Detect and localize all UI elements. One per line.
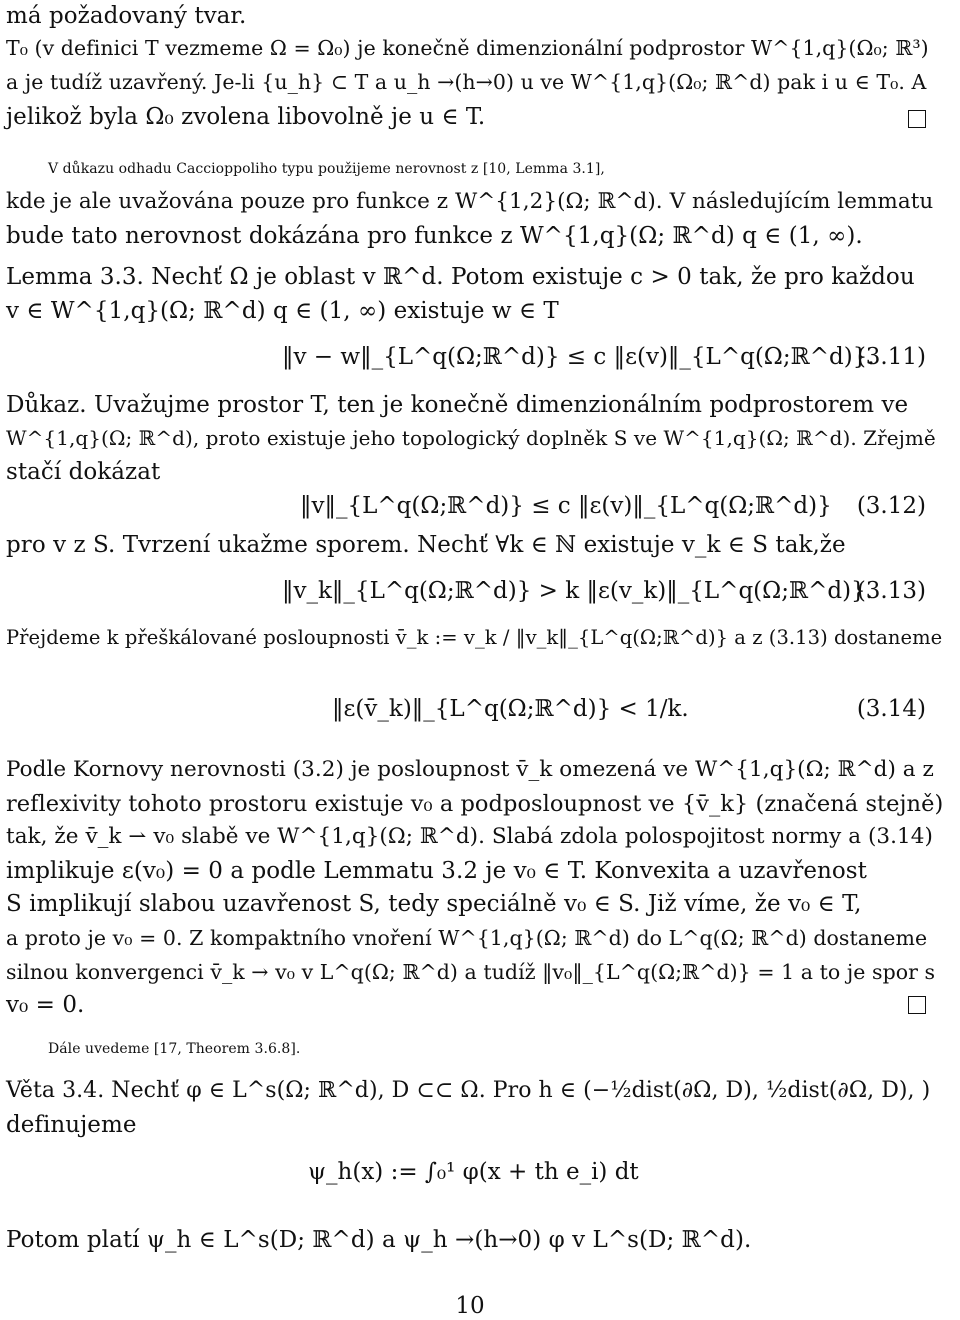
text-line-6: kde je ale uvažována pouze pro funkce z W^{1,2}(Ω; ℝ^d). V následujícím lemmatu xyxy=(6,189,934,214)
lemma-statement-line-2: v ∈ W^{1,q}(Ω; ℝ^d) q ∈ (1, ∞) existuje w ∈ T xyxy=(6,298,559,324)
proof-line-1: Důkaz. Uvažujme prostor T, ten je konečně dimenzionálním podprostorem ve xyxy=(6,392,909,418)
theorem-line-1: Věta 3.4. Nechť φ ∈ L^s(Ω; ℝ^d), D ⊂⊂ Ω. Pro h ∈ (−½dist(∂Ω, D), ½dist(∂Ω, D), ) xyxy=(6,1078,931,1103)
equation-number-3-13: (3.13) xyxy=(856,578,926,604)
text-line-3: a je tudíž uzavřený. Je-li {u_h} ⊂ T a u_h →(h→0) u ve W^{1,q}(Ω₀; ℝ^d) pak i u ∈ T₀. A xyxy=(6,70,927,94)
proof-line-9: implikuje ε(v₀) = 0 a podle Lemmatu 3.2 je v₀ ∈ T. Konvexita a uzavřenost xyxy=(6,858,867,884)
page-number: 10 xyxy=(455,1293,485,1319)
proof-line-8: tak, že v̄_k ⇀ v₀ slabě ve W^{1,q}(Ω; ℝ^d). Slabá zdola polospojitost normy a (3.14) xyxy=(6,824,933,849)
proof-line-12: silnou konvergenci v̄_k → v₀ v L^q(Ω; ℝ^d) a tudíž ‖v₀‖_{L^q(Ω;ℝ^d)} = 1 a to je spor s xyxy=(6,960,936,984)
text-line-7: bude tato nerovnost dokázána pro funkce z W^{1,q}(Ω; ℝ^d) q ∈ (1, ∞). xyxy=(6,223,863,249)
proof-line-7: reflexivity tohoto prostoru existuje v₀ a podposloupnost ve {v̄_k} (značená stejně) xyxy=(6,791,944,817)
text-line-5: V důkazu odhadu Caccioppoliho typu použijeme nerovnost z [10, Lemma 3.1], xyxy=(48,161,605,177)
equation-number-3-12: (3.12) xyxy=(856,493,926,519)
equation-integral: ψ_h(x) := ∫₀¹ φ(x + th e_i) dt xyxy=(308,1159,639,1185)
equation-3-13: ‖v_k‖_{L^q(Ω;ℝ^d)} > k ‖ε(v_k)‖_{L^q(Ω;ℝ^d)}. xyxy=(282,578,873,604)
equation-3-11: ‖v − w‖_{L^q(Ω;ℝ^d)} ≤ c ‖ε(v)‖_{L^q(Ω;ℝ^d)}. xyxy=(282,344,875,370)
proof-line-6: Podle Kornovy nerovnosti (3.2) je posloupnost v̄_k omezená ve W^{1,q}(Ω; ℝ^d) a z xyxy=(6,757,934,782)
equation-number-3-11: (3.11) xyxy=(856,344,926,370)
text-line-4: jelikož byla Ω₀ zvolena libovolně je u ∈ T. xyxy=(6,104,486,130)
equation-3-14: ‖ε(v̄_k)‖_{L^q(Ω;ℝ^d)} < 1/k. xyxy=(332,696,689,722)
equation-number-3-14: (3.14) xyxy=(856,696,926,722)
proof-line-13: v₀ = 0. xyxy=(6,992,85,1018)
proof-line-2: W^{1,q}(Ω; ℝ^d), proto existuje jeho topologický doplněk S ve W^{1,q}(Ω; ℝ^d). Zřejmě xyxy=(6,426,936,450)
qed-box-2 xyxy=(908,996,926,1014)
equation-3-12: ‖v‖_{L^q(Ω;ℝ^d)} ≤ c ‖ε(v)‖_{L^q(Ω;ℝ^d)} xyxy=(300,493,832,519)
proof-line-11: a proto je v₀ = 0. Z kompaktního vnoření W^{1,q}(Ω; ℝ^d) do L^q(Ω; ℝ^d) dostaneme xyxy=(6,926,928,950)
text-line-1: má požadovaný tvar. xyxy=(6,3,247,29)
proof-line-4: pro v z S. Tvrzení ukažme sporem. Nechť ∀k ∈ ℕ existuje v_k ∈ S tak,že xyxy=(6,532,846,558)
theorem-line-2: definujeme xyxy=(6,1112,137,1138)
proof-line-10: S implikují slabou uzavřenost S, tedy speciálně v₀ ∈ S. Již víme, že v₀ ∈ T, xyxy=(6,891,862,917)
qed-box-1 xyxy=(908,110,926,128)
text-line-reference: Dále uvedeme [17, Theorem 3.6.8]. xyxy=(48,1041,301,1057)
text-line-2: T₀ (v definici T vezmeme Ω = Ω₀) je konečně dimenzionální podprostor W^{1,q}(Ω₀; ℝ³) xyxy=(6,36,929,60)
theorem-line-3: Potom platí ψ_h ∈ L^s(D; ℝ^d) a ψ_h →(h→0) φ v L^s(D; ℝ^d). xyxy=(6,1227,752,1253)
lemma-statement-line-1: Lemma 3.3. Nechť Ω je oblast v ℝ^d. Potom existuje c > 0 tak, že pro každou xyxy=(6,264,915,290)
proof-line-3: stačí dokázat xyxy=(6,459,161,485)
proof-line-5: Přejdeme k přeškálované posloupnosti v̄_k := v_k / ‖v_k‖_{L^q(Ω;ℝ^d)} a z (3.13) dostaneme xyxy=(6,626,943,649)
